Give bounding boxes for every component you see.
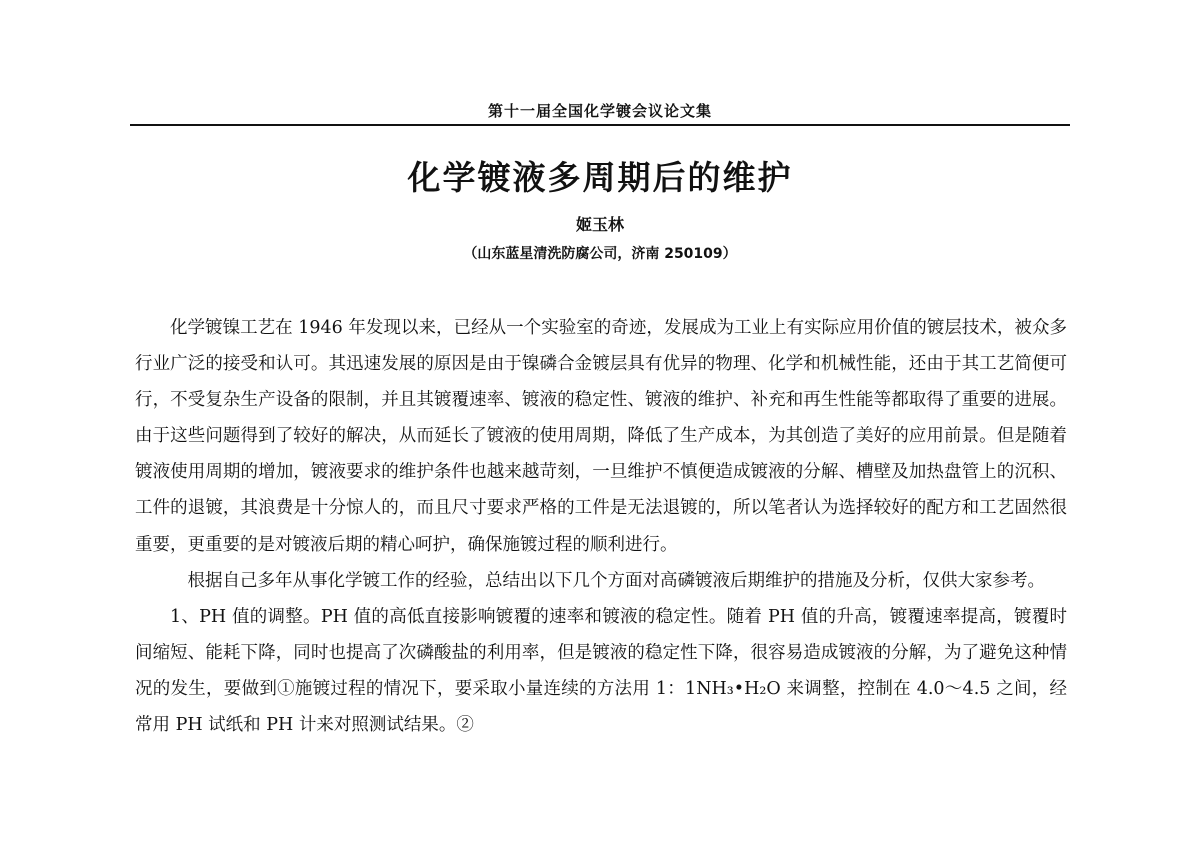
article-author: 姬玉林 <box>575 215 624 234</box>
body-paragraph: 化学镀镍工艺在 1946 年发现以来，已经从一个实验室的奇迹，发展成为工业上有实际应用价值的镀层技术，被众多行业广泛的接受和认可。其迅速发展的原因是由于镍磷合金镀层具有优异的物理、化学和机械性能，还由于其工艺简便可行，不受复杂生产设备的限制，并且其镀覆速率、镀液的稳定性、镀液的维护、补充和再生性能等都取得了重要的进展。由于这些问题得到了较好的解决，从而延长了镀液的使用周期，降低了生产成本，为其创造了美好的应用前景。但是随着镀液使用周期的增加，镀液要求的维护条件也越来越苛刻，一旦维护不慎便造成镀液的分解、槽壁及加热盘管上的沉积、工件的退镀，其浪费是十分惊人的，而且尺寸要求严格的工件是无法退镀的，所以笔者认为选择较好的配方和工艺固然很重要，更重要的是对镀液后期的精心呵护，确保施镀过程的顺利进行。 <box>135 318 1067 555</box>
author-affiliation: （山东蓝星清洗防腐公司，济南 250109） <box>463 246 737 262</box>
header-rule <box>130 124 1070 126</box>
article-title: 化学镀液多周期后的维护 <box>407 158 793 197</box>
body-paragraph: 1、PH 值的调整。PH 值的高低直接影响镀覆的速率和镀液的稳定性。随着 PH 值的升高，镀覆速率提高，镀覆时间缩短、能耗下降，同时也提高了次磷酸盐的利用率，但是镀液的稳定性下降，很容易造成镀液的分解，为了避免这种情况的发生，要做到①施镀过程的情况下，要采取小量连续的方法用 1：1NH₃•H₂O 来调整，控制在 4.0～4.5 之间，经常用 PH 试纸和 PH 计来对照测试结果。② <box>135 606 1067 736</box>
running-header: 第十一届全国化学镀会议论文集 <box>487 102 712 120</box>
article-body <box>135 310 1067 743</box>
body-paragraph: 根据自己多年从事化学镀工作的经验，总结出以下几个方面对高磷镀液后期维护的措施及分析，仅供大家参考。 <box>187 570 1045 591</box>
